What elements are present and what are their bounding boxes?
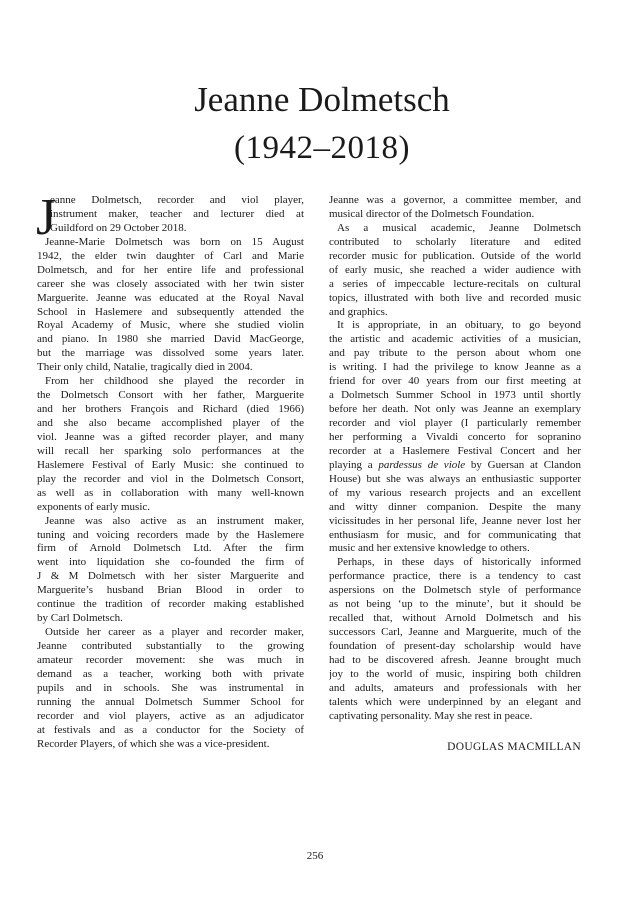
paragraph-line: Marguerite. Jeanne was educated at the Royal Naval [37, 291, 304, 304]
paragraph-line: recorder music for publication. Outside of the world [329, 249, 581, 262]
paragraph-line: joy to the world of music, inspiring both children [329, 667, 581, 680]
paragraph-line: a series of impeccable lecture-recitals on cultural [329, 277, 581, 290]
paragraph-line: firm of Arnold Dolmetsch Ltd. After the firm [37, 542, 304, 555]
paragraph-line: friend for over 40 years from our first meeting at [329, 375, 581, 388]
paragraph-line: had to be discovered afresh. Jeanne brought much [329, 653, 581, 666]
paragraph-line: the artistic and academic activities of a musician, [329, 333, 581, 346]
paragraph-line: of my various research projects and an excellent [329, 486, 581, 499]
paragraph-line: will recall her sparking solo performances at the [37, 444, 304, 457]
paragraph-line: and she also became accomplished player of the [37, 417, 304, 429]
paragraph-line: viol. Jeanne was a gifted recorder player, and many [37, 430, 304, 443]
paragraph-line: recalled that, without Arnold Dolmetsch and his [329, 612, 581, 625]
paragraph-line: vicissitudes in her personal life, Jeanne never lost her [329, 514, 581, 527]
paragraph-line: Dolmetsch, and for her entire life and professional [37, 263, 304, 276]
paragraph-line: performance practice, there is a tendency to cast [329, 570, 581, 583]
paragraph-line: play the recorder and viol in the Dolmetsch Consort, [37, 472, 304, 485]
paragraph-line: Jeanne contributed substantially to the growing [37, 640, 304, 652]
paragraph-line: enthusiasm for music, and for communicating that [329, 528, 581, 541]
paragraph-line: but the marriage was dissolved some years later. [37, 347, 304, 360]
paragraph-line: instrument maker, teacher and lecturer died at [50, 207, 304, 220]
paragraph-line: Guildford on 29 October 2018. [50, 221, 187, 234]
paragraph-line: of early music, she reached a wider audience with [329, 263, 581, 276]
paragraph-line: recorder and viol players, active as an adjudicator [37, 709, 304, 722]
paragraph-line: as not being ‘up to the minute’, but it should be [329, 598, 581, 611]
paragraph-line: continue the tradition of recorder making established [37, 598, 304, 611]
line-segment: playing a [329, 458, 379, 471]
paragraph-line: demand as a teacher, working both with private [37, 667, 304, 680]
paragraph-line: went into liquidation she co-founded the firm of [37, 556, 304, 569]
paragraph-line: successors Carl, Jeanne and Marguerite, much of the [329, 626, 581, 639]
paragraph-line: Marguerite’s husband Brian Blood in order to [37, 584, 304, 597]
paragraph-line: Their only child, Natalie, tragically died in 2004. [37, 361, 253, 374]
right-column [329, 194, 581, 724]
drop-cap: J [36, 189, 57, 246]
paragraph-line: Perhaps, in these days of historically informed [337, 556, 581, 569]
paragraph-line: Outside her career as a player and recorder maker, [45, 626, 304, 639]
paragraph-line: aspersions on the Dolmetsch style of performance [329, 584, 581, 597]
paragraph-line: the Dolmetsch Consort with her father, Marguerite [37, 389, 304, 402]
paragraph-line: 1942, the elder twin daughter of Carl and Marie [37, 249, 304, 262]
paragraph-line: topics, illustrated with both live and recorded music [329, 291, 581, 304]
paragraph-line: It is appropriate, in an obituary, to go beyond [337, 319, 581, 332]
italic-term: pardessus de viole [378, 458, 466, 471]
paragraph-line: career she was closely associated with her twin sister [37, 277, 304, 290]
paragraph-line: tuning and voicing recorders made by the Haslemere [37, 528, 304, 541]
paragraph-line: Jeanne was a governor, a committee member, and [329, 194, 581, 206]
author-signature: DOUGLAS MACMILLAN [447, 741, 581, 753]
paragraph-line: J & M Dolmetsch with her sister Marguerite and [37, 570, 304, 583]
paragraph-line: and adults, amateurs and professionals with her [329, 681, 581, 694]
paragraph-line: exponents of early music. [37, 500, 151, 513]
paragraph-line: her performing a Vivaldi concerto for sopranino [329, 430, 581, 443]
paragraph-line: Royal Academy of Music, where she studied violin [37, 319, 304, 332]
paragraph-line: foundation of present-day scholarship would have [329, 640, 581, 652]
article-dates: (1942–2018) [234, 130, 410, 166]
paragraph-line: contributed to scholarly literature and edited [329, 235, 581, 248]
article-title: Jeanne Dolmetsch [194, 80, 450, 119]
paragraph-line: by Carl Dolmetsch. [37, 612, 123, 625]
paragraph-line: music and her extensive knowledge to others. [329, 542, 530, 555]
paragraph-line: Haslemere Festival of Early Music: she continued to [37, 458, 304, 471]
paragraph-line: a Dolmetsch Summer School in 1973 until shortly [329, 389, 581, 402]
paragraph-line: House) but she was always an enthusiastic supporter [329, 472, 581, 485]
paragraph-line [329, 459, 581, 473]
paragraph-line: recorder at a Haslemere Festival Concert and her [329, 444, 581, 457]
paragraph-line: eanne Dolmetsch, recorder and viol player, [50, 194, 304, 206]
paragraph-line: As a musical academic, Jeanne Dolmetsch [337, 221, 581, 234]
paragraph-line: talents which were underpinned by an elegant and [329, 695, 581, 708]
left-column [36, 189, 304, 752]
paragraph-line: before her death. Not only was Jeanne an exemplary [329, 403, 581, 416]
paragraph-line: musical director of the Dolmetsch Foundation. [329, 207, 535, 220]
paragraph-line: and graphics. [329, 305, 388, 318]
paragraph-line: amateur recorder movement: she was much in [37, 653, 304, 666]
paragraph-line: Recorder Players, of which she was a vice-president. [37, 737, 270, 750]
paragraph-line: and her brothers François and Richard (died 1966) [37, 403, 304, 416]
paragraph-line: and piano. In 1980 she married David MacGeorge, [37, 333, 304, 346]
page-number: 256 [306, 850, 324, 862]
paragraph-line: and pay tribute to the person about whom one [329, 347, 581, 360]
paragraph-line: at festivals and as a conductor for the Society of [37, 723, 304, 736]
paragraph-line: Jeanne was also active as an instrument maker, [45, 514, 304, 527]
paragraph-line: recorder and viol player (I particularly remember [329, 417, 581, 429]
paragraph-line: From her childhood she played the recorder in [45, 375, 304, 388]
paragraph-line: as well as in collaboration with many well-known [37, 486, 304, 499]
paragraph-line: captivating personality. May she rest in peace. [329, 709, 533, 722]
paragraph-line: running the annual Dolmetsch Summer School for [37, 695, 304, 708]
line-segment: by Guersan at Clandon [465, 458, 581, 471]
paragraph-line: School in Haslemere and subsequently attended the [37, 305, 304, 318]
paragraph-line: and witty dinner companion. Despite the many [329, 500, 581, 513]
paragraph-line: pupils and in schools. She was instrumental in [37, 681, 304, 694]
paragraph-line: Jeanne-Marie Dolmetsch was born on 15 August [45, 235, 304, 248]
paragraph-line: is writing. I had the privilege to know Jeanne as a [329, 361, 581, 374]
